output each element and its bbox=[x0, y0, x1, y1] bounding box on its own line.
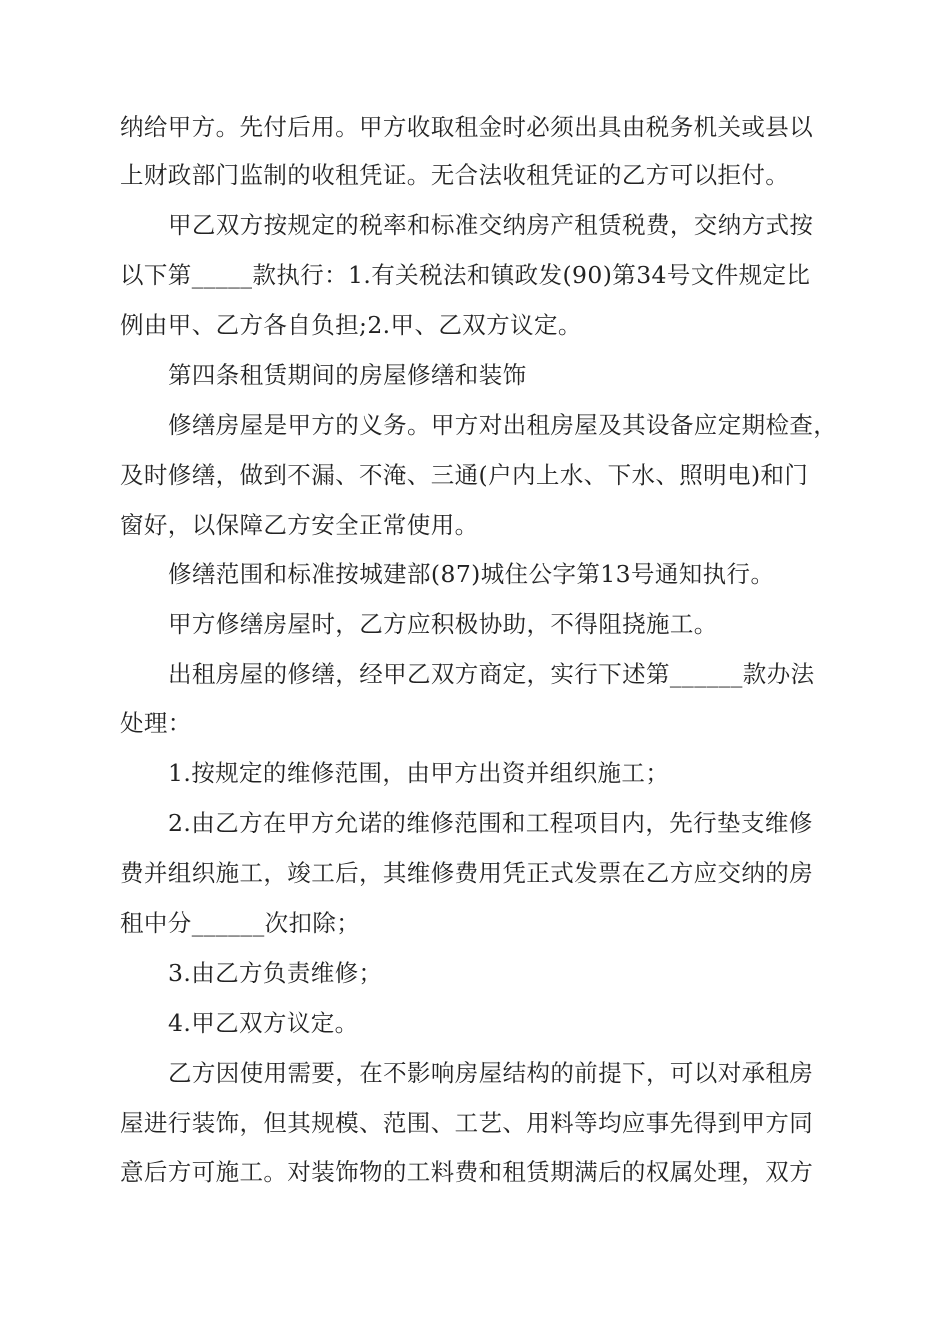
text-line: 及时修缮，做到不漏、不淹、三通(户内上水、下水、照明电)和门 bbox=[120, 461, 809, 489]
text-line: 甲乙双方按规定的税率和标准交纳房产租赁税费，交纳方式按 bbox=[168, 211, 814, 239]
text-line: 乙方因使用需要，在不影响房屋结构的前提下，可以对承租房 bbox=[168, 1059, 814, 1087]
list-item: 4.甲乙双方议定。 bbox=[168, 1009, 359, 1037]
text-line: 甲方修缮房屋时，乙方应积极协助，不得阻挠施工。 bbox=[168, 610, 718, 638]
section-heading: 第四条租赁期间的房屋修缮和装饰 bbox=[168, 361, 527, 389]
text-line: 上财政部门监制的收租凭证。无合法收租凭证的乙方可以拒付。 bbox=[120, 161, 790, 189]
text-line: 租中分______次扣除； bbox=[120, 909, 361, 937]
text-line: 出租房屋的修缮，经甲乙双方商定，实行下述第______款办法 bbox=[168, 660, 815, 688]
list-item: 1.按规定的维修范围，由甲方出资并组织施工； bbox=[168, 759, 670, 787]
text-line: 以下第_____款执行：1.有关税法和镇政发(90)第34号文件规定比 bbox=[120, 261, 811, 289]
list-item: 2.由乙方在甲方允诺的维修范围和工程项目内，先行垫支维修 bbox=[168, 809, 813, 837]
text-line: 处理： bbox=[120, 709, 192, 737]
text-line: 例由甲、乙方各自负担;2.甲、乙双方议定。 bbox=[120, 311, 582, 339]
text-line: 窗好，以保障乙方安全正常使用。 bbox=[120, 511, 479, 539]
list-item: 3.由乙方负责维修； bbox=[168, 959, 383, 987]
text-line: 意后方可施工。对装饰物的工料费和租赁期满后的权属处理，双方 bbox=[120, 1158, 814, 1186]
text-line: 屋进行装饰，但其规模、范围、工艺、用料等均应事先得到甲方同 bbox=[120, 1109, 814, 1137]
text-line: 修缮范围和标准按城建部(87)城住公字第13号通知执行。 bbox=[168, 560, 775, 588]
text-line: 费并组织施工，竣工后，其维修费用凭正式发票在乙方应交纳的房 bbox=[120, 859, 814, 887]
text-line: 纳给甲方。先付后用。甲方收取租金时必须出具由税务机关或县以 bbox=[120, 113, 814, 141]
text-line: 修缮房屋是甲方的义务。甲方对出租房屋及其设备应定期检查， bbox=[168, 411, 838, 439]
